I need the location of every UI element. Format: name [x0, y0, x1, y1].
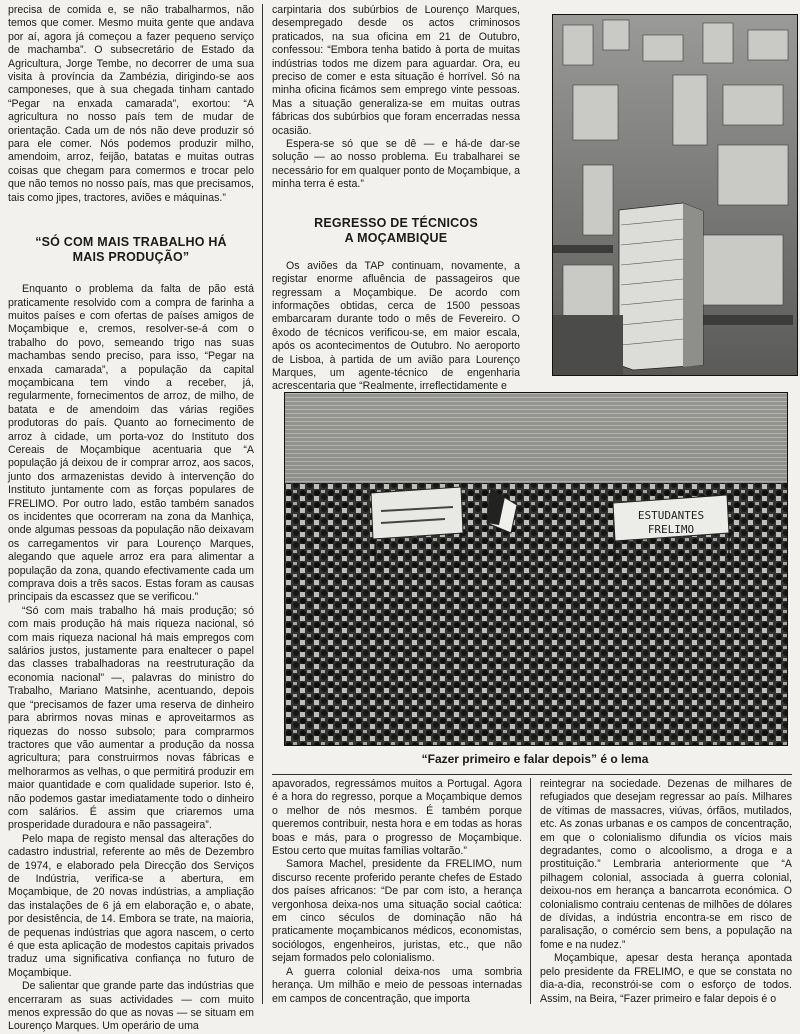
column-divider-bottom — [530, 778, 531, 1004]
col1-top-paragraph: precisa de comida e, se não trabalharmos, não temos que comer. Mesmo muita gente que andava por aí, agora já começou a fazer pequeno serviço de machamba”. O subsecretário de Estado da Agricultura, Jorge Tembe, no decorrer de uma sua visita à província da Zambézia, dirigindo-se aos camponeses, que à sua chegada tinham cantado “Pegar na enxada camarada”, exortou: “A agricultura no nosso país tem de mudar de orientação. Cada um de nós não deve produzir só para ele comer. Nós podemos produzir milho, amendoim, arroz, feijão, batatas e muitas outras coisas que chegam para comermos e trocar pelo que não temos no nosso país, mas que precisamos, tais como jipes, tractores, aviões e máquinas.” — [8, 4, 254, 204]
col2-heading: REGRESSO DE TÉCNICOS A MOÇAMBIQUE — [314, 215, 478, 245]
col2-paragraph: Os aviões da TAP continuam, novamente, a registar enorme afluência de passageiros que regressam a Moçambique. De acordo com informações obtidas, cerca de 1500 pessoas embarcaram durante todo o mês de Fevereiro. O êxodo de técnicos verificou-se, em maior escala, após os acontecimentos de Outubro. No aeroporto de Lisboa, à partida de um avião para Lourenço Marques, um agente-técnico de engenharia acrescentaria que “Realmente, irreflectidamente e — [272, 259, 520, 393]
col2-top-paragraph: Espera-se só que se dê — e há-de dar-se solução — ao nosso problema. Eu trabalharei se necessário for em qualquer ponto de Moçambique, a minha terra é esta.” — [272, 138, 520, 191]
crowd-photo — [284, 392, 788, 746]
col1-paragraph: De salientar que grande parte das indústrias que encerraram as suas actividades — com muito menos expressão do que as novas — se situam em Lourenço Marques. Um operário de uma — [8, 980, 254, 1033]
colb2-paragraph: apavorados, regressámos muitos a Portugal. Agora é a hora do regresso, porque a Moçambique demos o melhor de nós mesmos. É também porque queremos contribuir, nesta hora e em todas as horas boas e más, para o progresso de Moçambique. Estou certo que muitas famílias voltarão.” — [272, 778, 522, 858]
crowd-illustration — [285, 393, 787, 745]
banner-right — [613, 495, 729, 541]
colb2-paragraph: A guerra colonial deixa-nos uma sombria herança. Um milhão e meio de pessoas internadas em campos de concentração, que importa — [272, 965, 522, 1005]
city-aerial-illustration — [553, 15, 797, 375]
colb3-paragraph: reintegrar na sociedade. Dezenas de milhares de refugiados que desejam regressar ao país. Milhares de vítimas de massacres, viúvas, órfãos, mutilados, etc. As zonas urbanas e os campos de concentração, em que o colonialismo difundia os vícios mais degradantes, como o alcoolismo, a droga e a prostituição.” Lembraria anteriormente que “A pilhagem colonial, associada à guerra colonial, deixou-nos em herança a bancarrota económica. O colonialismo contraiu centenas de milhões de dólares de dívidas, a indústria encontra-se em risco de paralisação, o comércio sem bens, a população na fome e na nudez.” — [540, 778, 792, 951]
col1-paragraph: Pelo mapa de registo mensal das alterações do cadastro industrial, referente ao mês de Dezembro de 1974, e elaborado pela Direcção dos Serviços de Indústria, verifica-se a abertura, em Moçambique, de 20 novas indústrias, a ampliação das instalações de 6 já em elaboração e, o abate, por desistência, de 14. Embora se trate, na maioria, de pequenas indústrias que agora nascem, o certo é que esta aplicação de modestos capitais privados traduz uma significativa confiança no futuro de Moçambique. — [8, 832, 254, 979]
column-2 — [272, 4, 520, 394]
caption-rule — [272, 774, 792, 775]
column-divider — [262, 4, 263, 1004]
column-bottom-2 — [272, 778, 522, 1006]
photo-caption: “Fazer primeiro e falar depois” é o lema — [421, 752, 649, 766]
city-aerial-photo — [552, 14, 798, 376]
col2-top-paragraph: carpintaria dos subúrbios de Lourenço Marques, desempregado desde os actos criminosos praticados, na sua oficina em 21 de Outubro, confessou: “Embora tenha batido à porta de muitas indústrias todos me dizem para aguardar. Ora, eu preciso de comer e esta situação é horrível. Só na minha oficina ficámos sem emprego vinte pessoas. Mas a situação generaliza-se em muitas outras fábricas dos subúrbios que foram encerradas nessa ocasião. — [272, 4, 520, 137]
column-bottom-3 — [540, 778, 792, 1006]
col1-paragraph: Enquanto o problema da falta de pão está praticamente resolvido com a compra de farinha a muitos países e com ofertas de países amigos de Moçambique e, cremos, resolver-se-á com o trabalho do povo, semeando trigo nas suas machambas sendo preciso, para isso, “Pegar na enxada camarada”, a população da capital moçambicana tem vindo a receber, já, regularmente, fornecimentos de arroz, de milho, de batata e de amendoim das várias regiões produtoras do país. Quanto ao fornecimento de arroz à cidade, um porta-voz do Instituto dos Cereais de Moçambique acentuaria que “A população já deixou de ir comprar arroz, aos sacos, junto dos armazenistas devido à intervenção do Instituto juntamente com as forças populares de FRELIMO. Por outro lado, estão também sanados os incidentes que ocorreram na zona da Manhiça, onde algumas pessoas da população não deixavam os carregamentos vir para Lourenço Marques, alegando que aquele arroz era para alimentar a população da zona, quando efectivamente cada um comprava dois a três sacos. Estas foram as causas principais da escassez que se verificou.” — [8, 283, 254, 604]
banner-left — [371, 487, 463, 539]
colb3-paragraph: Moçambique, apesar desta herança apontada pelo presidente da FRELIMO, e que se constata no dia-a-dia, reconstrói-se com o esforço de todos. Assim, na Beira, “Fazer primeiro e falar depois é o — [540, 952, 792, 1005]
col1-heading: “SÓ COM MAIS TRABALHO HÁ MAIS PRODUÇÃO” — [35, 235, 227, 265]
banner-right-text-1: ESTUDANTES — [637, 509, 705, 522]
banner-right-text-2: FRELIMO — [647, 523, 695, 536]
col1-paragraph: “Só com mais trabalho há mais produção; só com mais produção há mais riqueza nacional, só com mais riqueza nacional há mais empregos com salários justos, justamente para enaltecer o papel das classes trabalhadoras na reestruturação da economia nacional” —, palavras do ministro do Trabalho, Mariano Matsinhe, acentuando, depois que “precisamos de fazer uma reserva de dinheiro para abrirmos novas minas e aproveitarmos as riquezas do nosso subsolo; para comprarmos tractores que vão aumentar a produção da nossa agricultura; para construirmos novas fábricas e melhorarmos as velhas, o que permitirá produzir em maior quantidade e com qualidade superior. Isto é, não podemos gastar imediatamente todo o dinheiro com salários. É assim que criaremos uma prosperidade duradoura e não passageira”. — [8, 604, 254, 832]
column-1 — [8, 4, 254, 1034]
colb2-paragraph: Samora Machel, presidente da FRELIMO, num discurso recente proferido perante chefes de Estado dos países africanos: “De par com isto, a herança vergonhosa deixa-nos uma situação social caótica: em cinco séculos de dominação não há praticamente moçambicanos médicos, economistas, sociólogos, engenheiros, juristas, etc., que não sejam formados pelo colonialismo. — [272, 858, 522, 965]
